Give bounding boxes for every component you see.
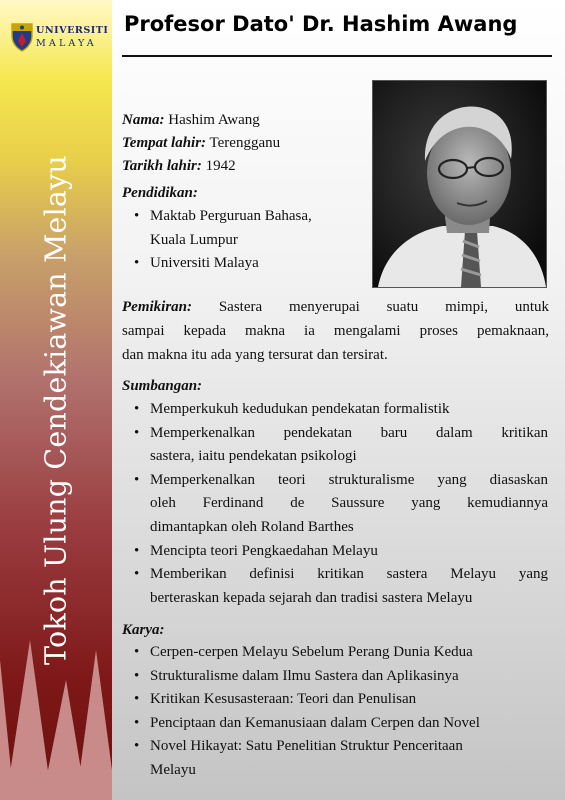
list-item: • Maktab Perguruan Bahasa, Kuala Lumpur: [134, 208, 312, 248]
heading-pemikiran: Pemikiran:: [122, 299, 192, 315]
pemikiran-line-2: sampai kepada makna ia mengalami proses pemaknaan,: [122, 323, 549, 339]
label-tarikh-lahir: Tarikh lahir:: [122, 158, 202, 174]
pemikiran-line-1: Pemikiran: Sastera menyerupai suatu mimpi, untuk: [122, 299, 549, 315]
heading-pendidikan: Pendidikan:: [122, 185, 198, 201]
profile-tempat-lahir: [122, 132, 280, 154]
pendidikan-list: [122, 205, 312, 276]
university-logo: [10, 22, 110, 56]
karya-list: [122, 641, 548, 783]
list-item: • Novel Hikayat: Satu Penelitian Struktur Penceritaan Melayu: [134, 738, 463, 778]
side-banner: [0, 0, 112, 800]
portrait-photo: [372, 80, 547, 288]
value-tarikh-lahir: 1942: [205, 158, 236, 174]
label-nama: Nama:: [122, 112, 165, 128]
page-title: Profesor Dato' Dr. Hashim Awang: [124, 12, 518, 36]
heading-sumbangan: Sumbangan:: [122, 378, 203, 394]
list-item: • Memperkenalkan teori strukturalisme yang diasaskan oleh Ferdinand de Saussure yang kemudiannya dimantapkan oleh Roland Barthes: [134, 471, 548, 535]
crest-icon: [10, 22, 34, 52]
title-divider: [122, 55, 552, 57]
list-item: • Universiti Malaya: [134, 255, 259, 272]
portrait-illustration: [373, 81, 546, 287]
pemikiran-line-3: dan makna itu ada yang tersurat dan tersirat.: [122, 347, 388, 363]
heading-karya: Karya:: [122, 622, 165, 638]
profile-tarikh-lahir: [122, 155, 236, 177]
label-tempat-lahir: Tempat lahir:: [122, 135, 207, 151]
list-item: • Memperkukuh kedudukan pendekatan formalistik: [134, 401, 450, 417]
logo-text-universiti: UNIVERSITI: [36, 25, 109, 36]
value-tempat-lahir: Terengganu: [209, 135, 281, 151]
list-item: • Strukturalisme dalam Ilmu Sastera dan Aplikasinya: [134, 667, 459, 684]
list-item: • Mencipta teori Pengkaedahan Melayu: [134, 542, 378, 559]
logo-text-malaya: MALAYA: [36, 38, 97, 49]
list-item: • Cerpen-cerpen Melayu Sebelum Perang Dunia Kedua: [134, 644, 473, 660]
value-nama: Hashim Awang: [168, 112, 260, 128]
sumbangan-list: [122, 398, 548, 610]
banner-title: Tokoh Ulung Cendekiawan Melayu: [39, 155, 73, 665]
profile-nama: [122, 109, 260, 131]
list-item: • Memperkenalkan pendekatan baru dalam kritikan sastera, iaitu pendekatan psikologi: [134, 424, 548, 465]
list-item: • Penciptaan dan Kemanusiaan dalam Cerpen dan Novel: [134, 714, 480, 731]
list-item: • Memberikan definisi kritikan sastera Melayu yang berteraskan kepada sejarah dan tradisi sastera Melayu: [134, 566, 548, 606]
list-item: • Kritikan Kesusasteraan: Teori dan Penulisan: [134, 691, 417, 708]
